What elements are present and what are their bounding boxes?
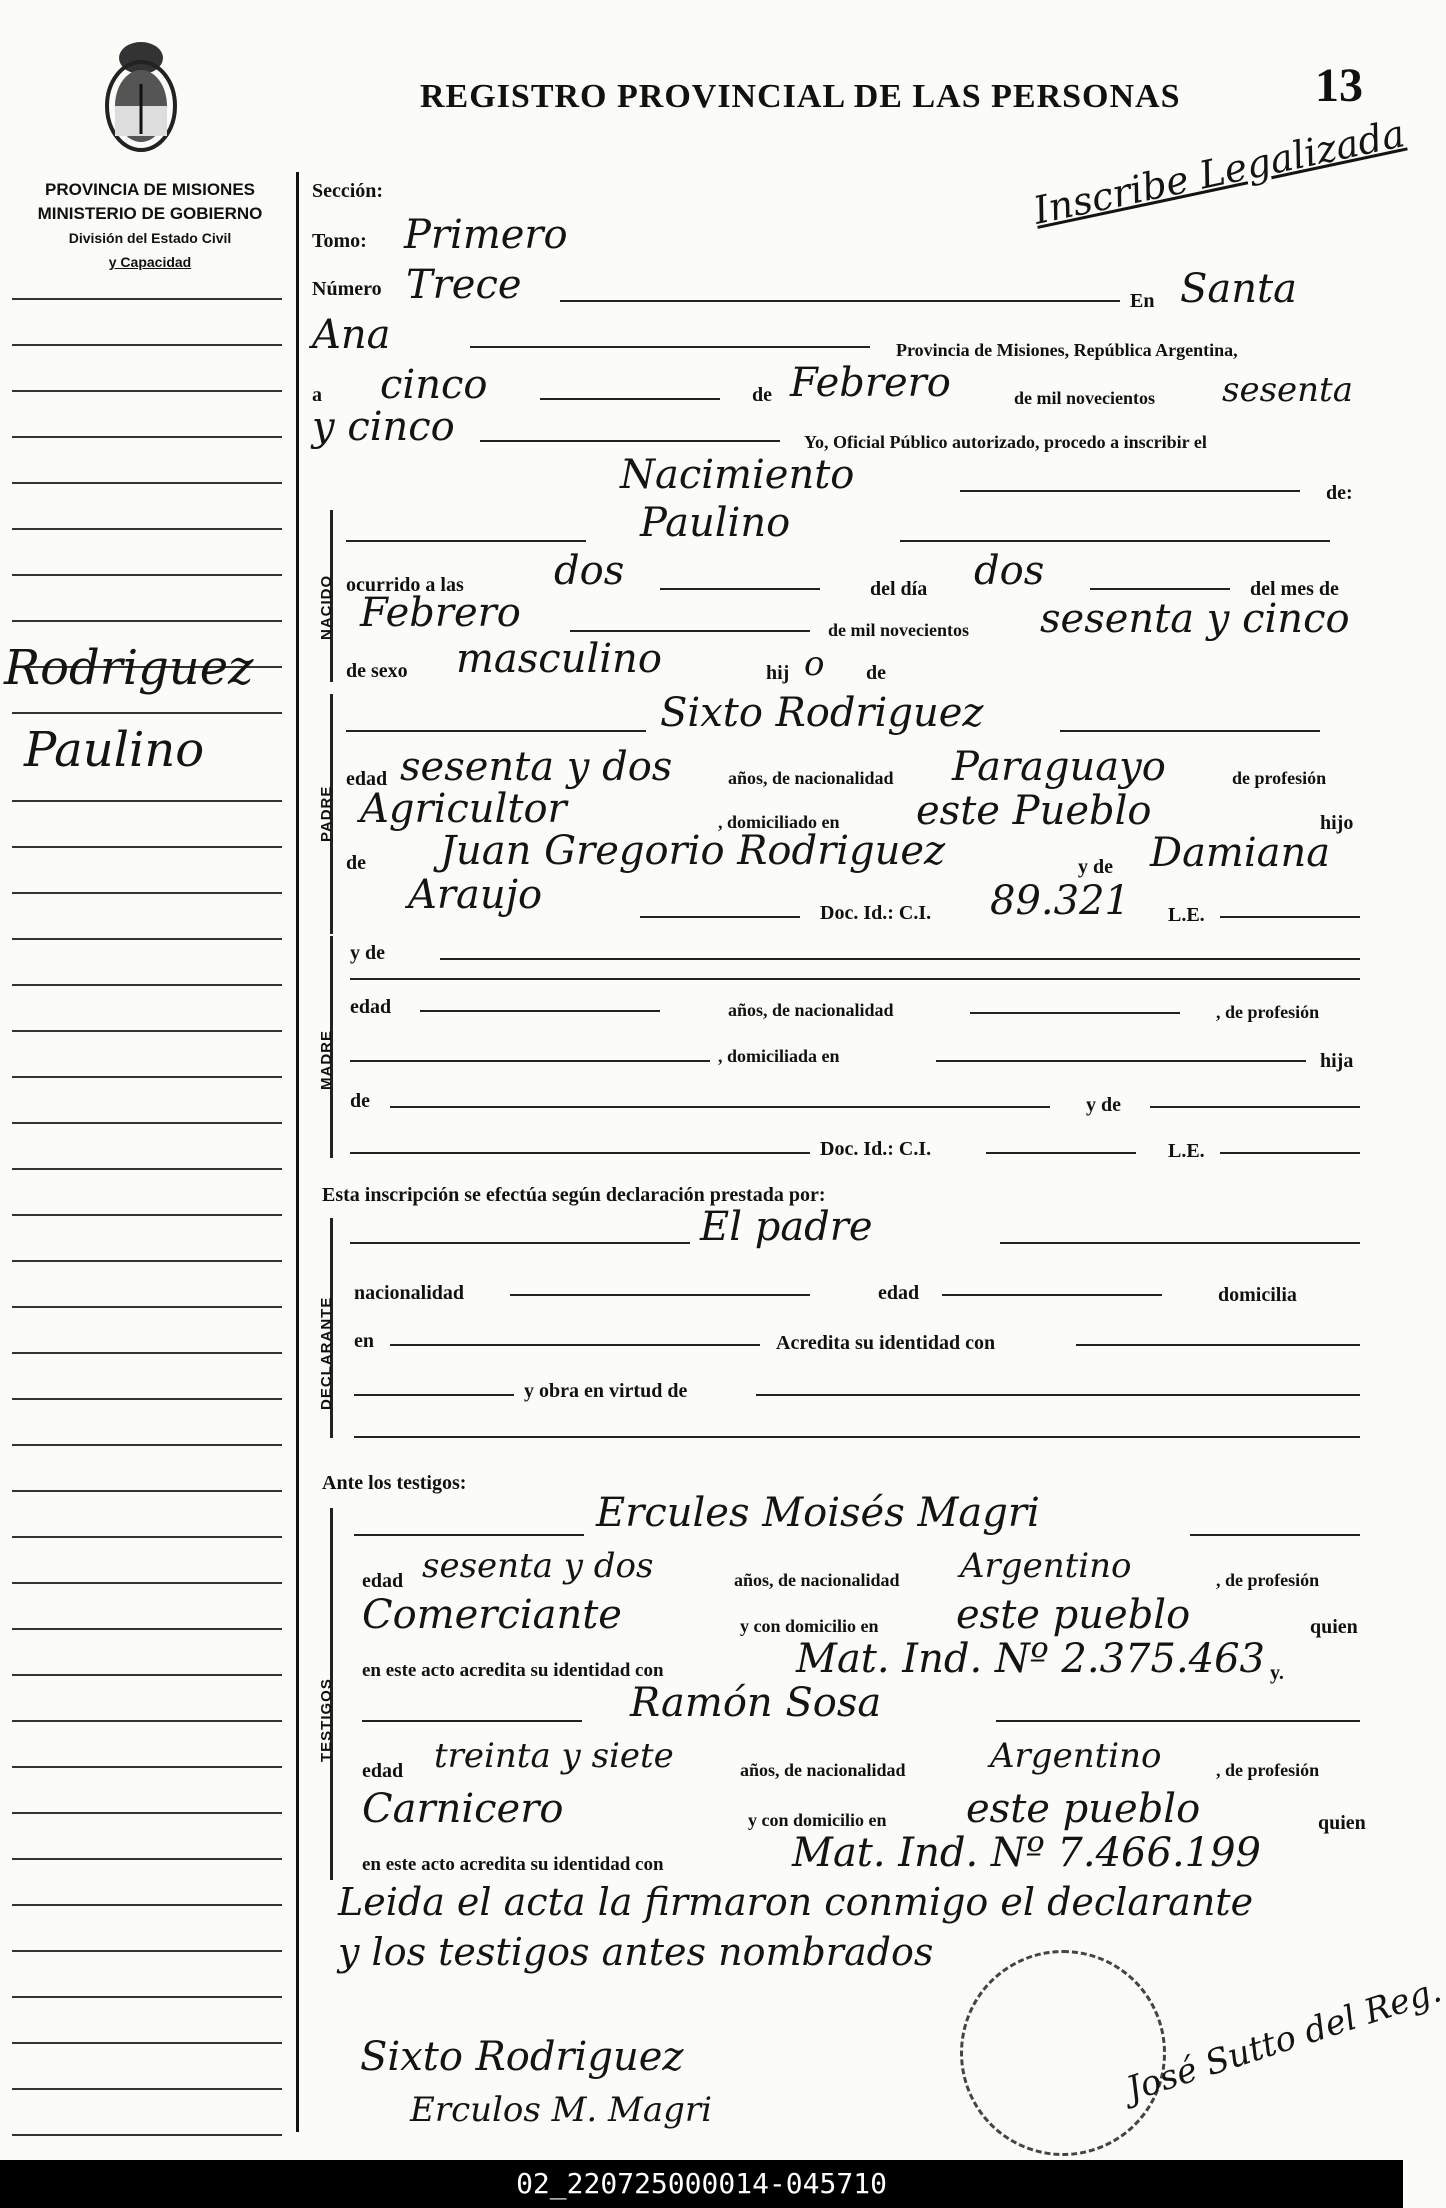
madre-prof-label: , de profesión <box>1216 1002 1320 1022</box>
nacido-month-value: Febrero <box>360 590 521 636</box>
mil-label: de mil novecientos <box>1014 388 1155 408</box>
de-colon: de: <box>1326 482 1353 504</box>
padre-de-label: de <box>346 852 366 874</box>
provincia-text: Provincia de Misiones, República Argentina, <box>896 340 1238 360</box>
month-value: Febrero <box>790 360 951 406</box>
w2-edad: treinta y siete <box>434 1736 674 1776</box>
w1-prof-label: , de profesión <box>1216 1570 1320 1590</box>
padre-le-label: L.E. <box>1168 904 1205 926</box>
madre-hija-label: hija <box>1320 1050 1354 1072</box>
madre-doc-label: Doc. Id.: C.I. <box>820 1138 932 1160</box>
act-type: Nacimiento <box>620 452 855 498</box>
w1-dom-label: y con domicilio en <box>740 1616 879 1636</box>
testigos-tag: TESTIGOS <box>318 1678 335 1762</box>
hour-value: dos <box>554 548 625 594</box>
del-dia-label: del día <box>870 578 928 600</box>
padre-hijo-label: hijo <box>1320 812 1354 834</box>
hijo-suffix: o <box>804 644 825 684</box>
place-continued: Ana <box>312 312 391 358</box>
w2-acredita-label: en este acto acredita su identidad con <box>362 1854 664 1875</box>
madre-dom-label: , domiciliada en <box>718 1046 840 1066</box>
day-value: cinco <box>380 362 488 408</box>
a-label: a <box>312 384 322 406</box>
padre-doc-value: 89.321 <box>990 878 1130 924</box>
padre-name: Sixto Rodriguez <box>660 690 984 736</box>
hijo-label: hij <box>766 662 790 684</box>
tomo-label: Tomo: <box>312 230 367 252</box>
nacido-tag: NACIDO <box>318 574 335 640</box>
ministry-line2: MINISTERIO DE GOBIERNO <box>37 204 263 223</box>
mother-of: Damiana <box>1150 830 1331 876</box>
ministry-block <box>0 178 300 274</box>
ocurrido-label: ocurrido a las <box>346 574 464 596</box>
w2-prof: Carnicero <box>362 1786 564 1832</box>
w2-dom: este pueblo <box>966 1786 1201 1832</box>
closing-line2: y los testigos antes nombrados <box>338 1930 934 1974</box>
w2-dom-label: y con domicilio en <box>748 1810 887 1830</box>
madre-nac-label: años, de nacionalidad <box>728 1000 894 1020</box>
padre-edad-label: edad <box>346 768 388 790</box>
signature-official: José Sutto del Reg. <box>1121 1970 1446 2110</box>
numero-label: Número <box>312 278 382 300</box>
declarante-tag: DECLARANTE <box>318 1296 335 1410</box>
mother-of-cont: Araujo <box>408 872 543 918</box>
decl-en-label: en <box>354 1330 374 1352</box>
coat-of-arms-icon <box>96 36 186 156</box>
ministry-line1: PROVINCIA DE MISIONES <box>44 180 255 199</box>
w1-name: Ercules Moisés Magri <box>596 1490 1040 1536</box>
closing-line1: Leida el acta la firmaron conmigo el declarante <box>338 1880 1254 1924</box>
nacido-de-label: de <box>866 662 886 684</box>
year-value: sesenta <box>1222 370 1353 410</box>
nacido-name: Paulino <box>640 500 791 546</box>
en-label: En <box>1130 290 1155 312</box>
nacido-day-value: dos <box>974 548 1045 594</box>
padre-nac-value: Paraguayo <box>952 744 1166 790</box>
margin-surname: Rodriguez <box>4 640 254 696</box>
padre-tag: PADRE <box>318 785 335 842</box>
w2-name: Ramón Sosa <box>630 1680 882 1726</box>
w1-y: y. <box>1270 1662 1284 1684</box>
father-of: Juan Gregorio Rodriguez <box>440 828 946 874</box>
document-title: REGISTRO PROVINCIAL DE LAS PERSONAS <box>420 78 1181 115</box>
w2-prof-label: , de profesión <box>1216 1760 1320 1780</box>
madre-tag: MADRE <box>318 1030 335 1090</box>
padre-dom-label: , domiciliado en <box>718 812 840 832</box>
padre-dom-value: este Pueblo <box>916 788 1152 834</box>
w1-quien: quien <box>1310 1616 1358 1638</box>
ministry-line3: División del Estado Civil <box>68 230 232 246</box>
seccion-label: Sección: <box>312 180 384 202</box>
testigos-intro: Ante los testigos: <box>322 1472 467 1494</box>
sexo-value: masculino <box>456 636 662 682</box>
padre-prof-label: de profesión <box>1232 768 1327 788</box>
padre-prof-value: Agricultor <box>360 786 567 832</box>
declarante-intro: Esta inscripción se efectúa según declaración prestada por: <box>322 1184 826 1206</box>
madre-le-label: L.E. <box>1168 1140 1205 1162</box>
w2-quien: quien <box>1318 1812 1366 1834</box>
padre-y-de-label: y de <box>1078 856 1113 878</box>
w2-nac-label: años, de nacionalidad <box>740 1760 906 1780</box>
w1-edad-label: edad <box>362 1570 404 1592</box>
margin-given-name: Paulino <box>24 722 205 778</box>
del-mes-label: del mes de <box>1250 578 1339 600</box>
decl-acredita-label: Acredita su identidad con <box>776 1332 996 1354</box>
w2-edad-label: edad <box>362 1760 404 1782</box>
w2-nac: Argentino <box>990 1736 1162 1776</box>
w1-nac: Argentino <box>960 1546 1132 1586</box>
left-divider <box>296 172 299 2132</box>
official-seal <box>960 1950 1166 2156</box>
page-number: 13 <box>1315 59 1363 112</box>
signature-witness: Erculos M. Magri <box>410 2090 713 2130</box>
document-id-footer: 02_220725000014-045710 <box>0 2160 1403 2208</box>
padre-nac-label: años, de nacionalidad <box>728 768 894 788</box>
w1-nac-label: años, de nacionalidad <box>734 1570 900 1590</box>
oficial-text: Yo, Oficial Público autorizado, procedo a inscribir el <box>804 432 1207 452</box>
madre-edad-label: edad <box>350 996 392 1018</box>
decl-dom-label: domicilia <box>1218 1284 1297 1306</box>
decl-obra-label: y obra en virtud de <box>524 1380 688 1402</box>
signature-father: Sixto Rodriguez <box>360 2034 684 2080</box>
w1-doc: Mat. Ind. Nº 2.375.463 <box>796 1636 1266 1682</box>
w1-dom: este pueblo <box>956 1592 1191 1638</box>
decl-edad-label: edad <box>878 1282 920 1304</box>
w2-doc: Mat. Ind. Nº 7.466.199 <box>792 1830 1262 1876</box>
ministry-line4: y Capacidad <box>108 254 192 270</box>
w1-edad: sesenta y dos <box>422 1546 654 1586</box>
declarante-value: El padre <box>700 1204 873 1250</box>
padre-edad-value: sesenta y dos <box>400 744 673 790</box>
madre-y-de-label: y de <box>350 942 385 964</box>
w1-acredita-label: en este acto acredita su identidad con <box>362 1660 664 1681</box>
en-value: Santa <box>1180 266 1297 312</box>
de-label: de <box>752 384 772 406</box>
numero-value: Trece <box>406 262 522 308</box>
year-continued: y cinco <box>312 404 455 450</box>
nacido-mil-label: de mil novecientos <box>828 620 969 640</box>
madre-y-de2-label: y de <box>1086 1094 1121 1116</box>
tomo-value: Primero <box>404 212 568 258</box>
madre-de-label: de <box>350 1090 370 1112</box>
w1-prof: Comerciante <box>362 1592 622 1638</box>
legalizada-stamp: Inscribe Legalizada <box>1029 111 1409 233</box>
sexo-label: de sexo <box>346 660 408 682</box>
decl-nac-label: nacionalidad <box>354 1282 465 1304</box>
padre-doc-label: Doc. Id.: C.I. <box>820 902 932 924</box>
nacido-year-value: sesenta y cinco <box>1040 596 1350 642</box>
